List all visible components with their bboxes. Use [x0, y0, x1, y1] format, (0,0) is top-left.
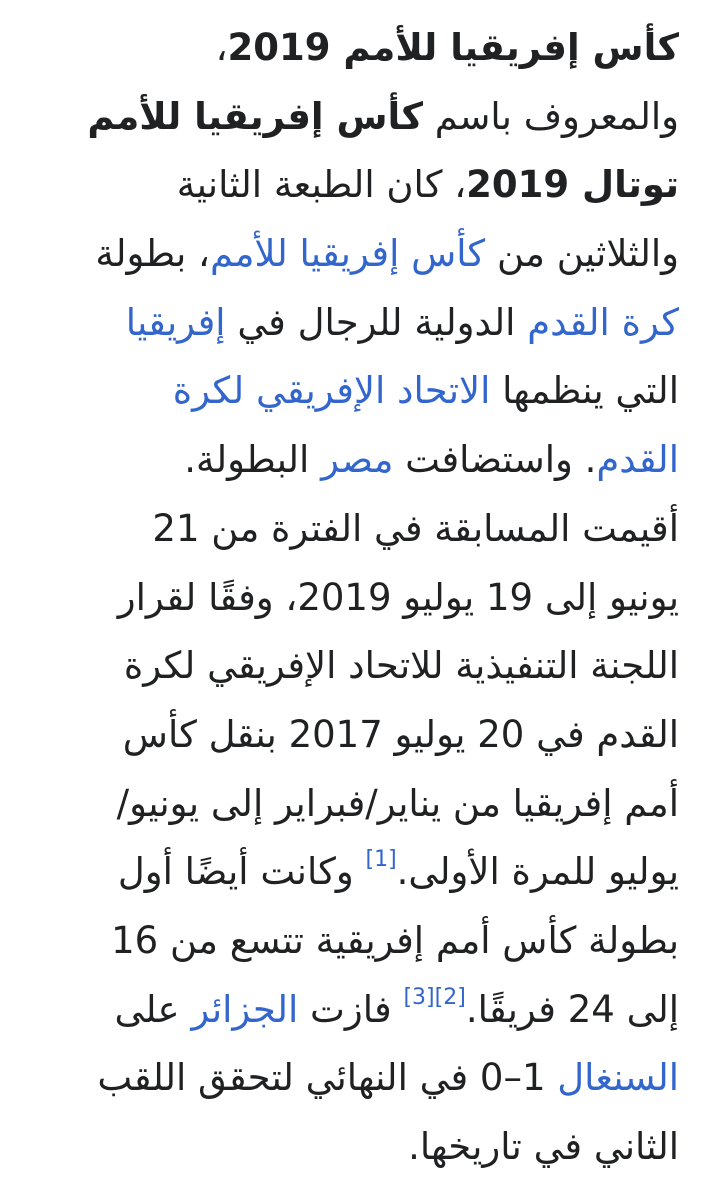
text-line-18: الثاني في تاريخها. — [408, 1125, 679, 1168]
text-line-6 — [38, 357, 679, 426]
also-first-text: وكانت أيضًا أول — [117, 850, 366, 894]
tournament-text: ، بطولة — [95, 232, 210, 276]
link-afcon[interactable]: كأس إفريقيا للأمم — [209, 232, 486, 276]
intl-mens-text: الدولية للرجال في — [225, 300, 528, 344]
link-senegal[interactable]: السنغال — [557, 1056, 679, 1100]
edition-text: ، كان الطبعة الثانية — [176, 163, 467, 207]
text-line-17 — [38, 1044, 679, 1113]
text-line-16 — [38, 976, 679, 1045]
alt-title-bold-2: توتال 2019 — [466, 163, 679, 207]
known-as-text: والمعروف باسم — [422, 94, 679, 138]
text-line-3 — [38, 151, 679, 220]
text-line-5 — [38, 289, 679, 358]
link-football[interactable]: كرة القدم — [527, 300, 679, 344]
text-line-4 — [38, 220, 679, 289]
text-line-15: بطولة كأس أمم إفريقية تتسع من 16 — [111, 918, 679, 962]
hosted-text: . واستضافت — [393, 438, 597, 482]
final-score-text: 1–0 في النهائي لتحقق اللقب — [97, 1056, 558, 1100]
text-line-11: اللجنة التنفيذية للاتحاد الإفريقي لكرة — [123, 644, 679, 688]
alt-title-bold-1: كأس إفريقيا للأمم — [87, 94, 423, 138]
comma-text: ، — [215, 26, 228, 69]
text-line-13: أمم إفريقيا من يناير/فبراير إلى يونيو/ — [116, 781, 679, 825]
reference-1[interactable] — [365, 847, 396, 872]
reference-3-link[interactable]: [3] — [403, 984, 435, 1010]
organized-by-text: التي ينظمها — [490, 369, 679, 413]
reference-1-link[interactable]: [1] — [365, 847, 397, 873]
link-africa[interactable]: إفريقيا — [125, 300, 226, 344]
thirty-from-text: والثلاثين من — [485, 232, 679, 276]
reference-2-link[interactable]: [2] — [434, 984, 466, 1010]
on-text: على — [114, 987, 192, 1031]
link-caf-part-1[interactable]: الاتحاد الإفريقي لكرة — [172, 369, 491, 413]
link-algeria[interactable]: الجزائر — [191, 987, 299, 1031]
first-time-text: يوليو للمرة الأولى. — [396, 850, 679, 894]
teams-text: إلى 24 فريقًا. — [465, 987, 679, 1031]
text-line-7 — [38, 426, 679, 495]
won-text: فازت — [298, 987, 404, 1031]
text-line-1 — [38, 14, 679, 83]
link-egypt[interactable]: مصر — [321, 438, 394, 482]
text-line-12: القدم في 20 يوليو 2017 بنقل كأس — [122, 712, 679, 756]
link-caf-part-2[interactable]: القدم — [596, 438, 679, 482]
text-line-10: يونيو إلى 19 يوليو 2019، وفقًا لقرار — [117, 575, 679, 619]
text-line-14 — [38, 838, 679, 907]
tournament-end-text: البطولة. — [184, 438, 322, 482]
text-line-2 — [38, 83, 679, 152]
reference-2[interactable] — [435, 985, 466, 1010]
text-line-9: أقيمت المسابقة في الفترة من 21 — [152, 506, 679, 550]
article-title-bold: كأس إفريقيا للأمم 2019 — [227, 26, 679, 69]
reference-3[interactable] — [403, 985, 434, 1010]
